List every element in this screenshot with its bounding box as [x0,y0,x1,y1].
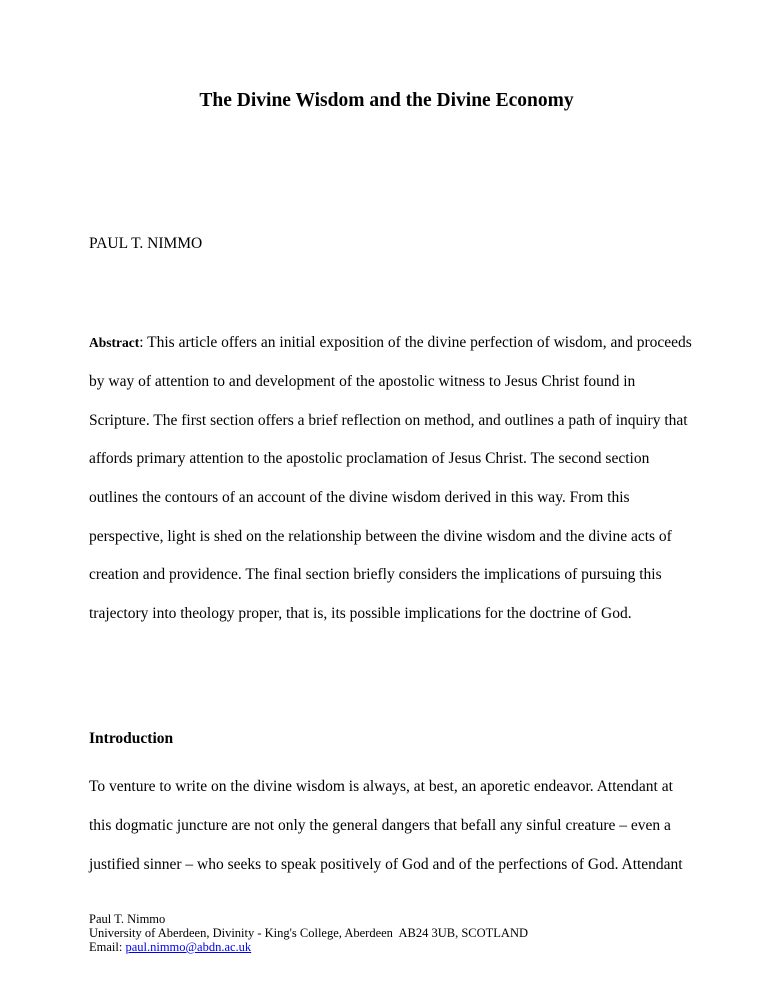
body-line: this dogmatic juncture are not only the general dangers that befall any sinful creature – even a [89,817,671,834]
abstract-line: by way of attention to and development of the apostolic witness to Jesus Christ found in [89,373,636,390]
footer [89,912,528,954]
body-line: To venture to write on the divine wisdom is always, at best, an aporetic endeavor. Attendant at [89,778,673,795]
abstract-line [89,334,692,352]
author-name: PAUL T. NIMMO [89,235,203,252]
abstract-line: creation and providence. The final section briefly considers the implications of pursuing this [89,566,662,583]
footer-affiliation: University of Aberdeen, Divinity - King's College, Aberdeen AB24 3UB, SCOTLAND [89,926,529,940]
footer-name: Paul T. Nimmo [89,912,166,926]
abstract-line: perspective, light is shed on the relationship between the divine wisdom and the divine acts of [89,528,672,545]
section-heading: Introduction [89,730,174,747]
email-link[interactable]: paul.nimmo@abdn.ac.uk [125,940,252,954]
body-line: justified sinner – who seeks to speak positively of God and of the perfections of God. Attendant [89,856,683,873]
abstract-line: trajectory into theology proper, that is, its possible implications for the doctrine of God. [89,605,632,622]
email-label: Email: [89,940,126,954]
abstract-line: outlines the contours of an account of the divine wisdom derived in this way. From this [89,489,630,506]
abstract-line: affords primary attention to the apostolic proclamation of Jesus Christ. The second section [89,450,650,467]
abstract-line: Scripture. The first section offers a brief reflection on method, and outlines a path of inquiry that [89,412,688,429]
abstract-text: : This article offers an initial exposition of the divine perfection of wisdom, and proceeds [139,334,692,351]
document-title: The Divine Wisdom and the Divine Economy [199,90,574,111]
footer-email-row [89,940,528,954]
abstract-label: Abstract [89,335,140,350]
